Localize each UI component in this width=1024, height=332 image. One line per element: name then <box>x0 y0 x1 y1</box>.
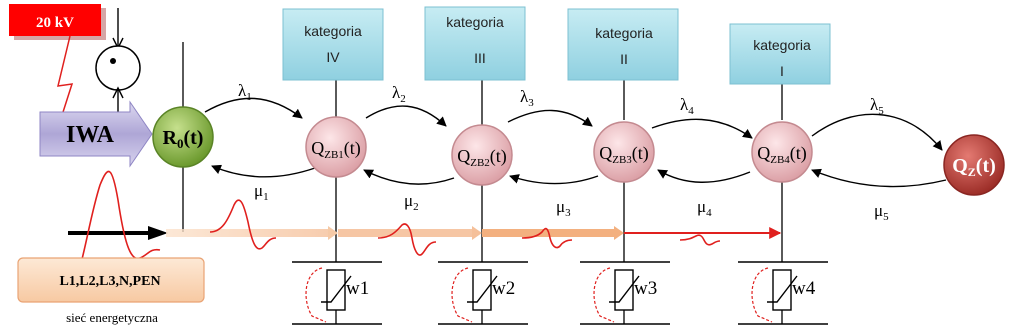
varistor-w2 <box>438 262 528 324</box>
lambda-1: $\lambda_1$ <box>238 81 252 103</box>
svg-text:QZB1(t): $Q_{ZB1}(t)$ <box>311 138 361 161</box>
network-box <box>18 258 204 325</box>
node-qz <box>944 135 1004 195</box>
svg-text:IV: IV <box>326 49 340 65</box>
lambda-5: $\lambda_5$ <box>870 95 884 117</box>
node-qzb3 <box>594 122 654 182</box>
varistor-label-w2: w2 <box>492 278 516 299</box>
category-boxes <box>283 7 830 84</box>
svg-text:kategoria: kategoria <box>304 23 362 39</box>
svg-text:R0(t): $R_0(t)$ <box>162 127 204 151</box>
mu-3: $\mu_3$ <box>556 197 571 219</box>
mu-1: $\mu_1$ <box>254 181 269 203</box>
varistor-w4 <box>738 262 828 324</box>
surge-flow-band <box>68 226 780 240</box>
svg-text:kategoria: kategoria <box>446 14 504 30</box>
network-lines-label: L1,L2,L3,N,PEN <box>59 274 161 289</box>
network-caption: sieć energetyczna <box>66 310 158 325</box>
node-qzb1 <box>306 117 366 177</box>
node-r0 <box>153 107 213 167</box>
mu-labels <box>254 181 889 223</box>
category-box-i <box>730 24 830 84</box>
svg-text:kategoria: kategoria <box>753 37 811 53</box>
iwa-label: IWA <box>65 122 115 148</box>
varistor-label-w3: w3 <box>634 278 658 299</box>
svg-text:QZB4(t): $Q_{ZB4}(t)$ <box>757 143 807 166</box>
lambda-2: $\lambda_2$ <box>392 83 406 105</box>
category-box-iii <box>425 7 525 80</box>
varistor-label-w4: w4 <box>792 278 816 299</box>
svg-text:I: I <box>780 63 784 79</box>
category-box-iv <box>283 9 383 80</box>
mu-2: $\mu_2$ <box>404 191 419 213</box>
voltage-label: 20 kV <box>36 15 74 31</box>
lambda-4: $\lambda_4$ <box>680 95 694 117</box>
voltage-box <box>9 4 106 40</box>
lambda-3: $\lambda_3$ <box>520 87 534 109</box>
varistor-w3 <box>580 262 670 324</box>
varistor-label-w1: w1 <box>346 278 370 299</box>
svg-text:II: II <box>620 51 628 67</box>
node-qzb2 <box>452 125 512 185</box>
iwa-arrow <box>40 102 152 166</box>
node-qzb4 <box>752 122 812 182</box>
svg-text:III: III <box>474 50 486 66</box>
svg-text:kategoria: kategoria <box>595 25 653 41</box>
mu-5: $\mu_5$ <box>874 201 889 223</box>
category-box-ii <box>568 9 678 80</box>
varistor-w1 <box>292 262 382 324</box>
mu-4: $\mu_4$ <box>697 197 712 219</box>
svg-text:QZB3(t): $Q_{ZB3}(t)$ <box>599 143 649 166</box>
svg-text:QZ(t): $Q_Z(t)$ <box>952 155 996 179</box>
svg-text:QZB2(t): $Q_{ZB2}(t)$ <box>457 146 507 169</box>
